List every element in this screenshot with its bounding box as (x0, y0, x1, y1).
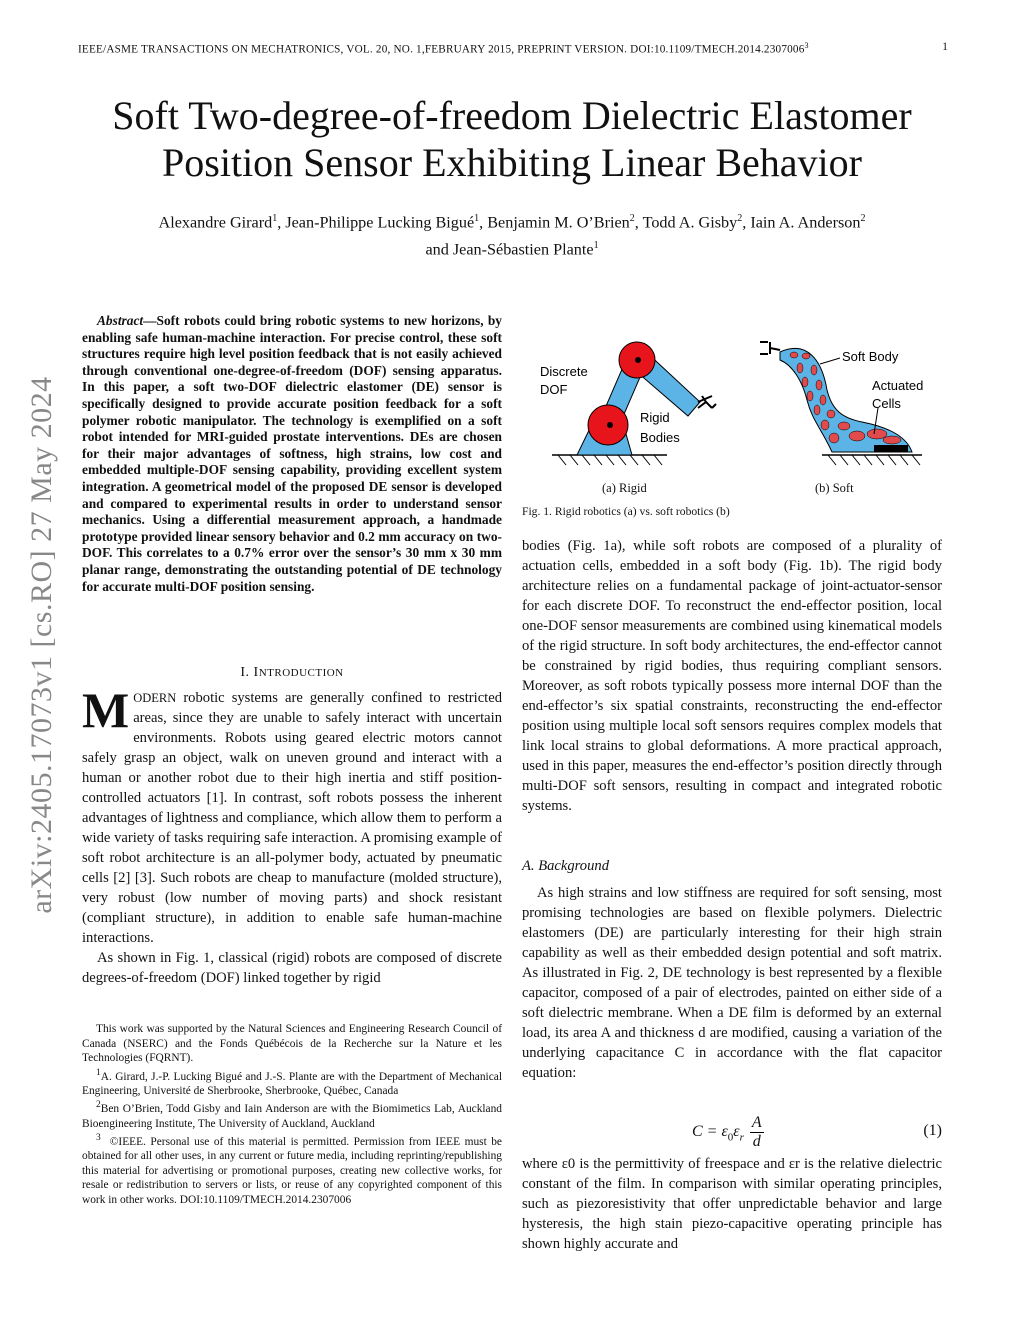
joint-2-pin (635, 357, 641, 363)
right-paragraph-3: where ε0 is the permittivity of freespace and εr is the relative dielectric constant of the film. In comparison with similar operating principles, such as piezoresistivity that offer unpredictable behavior and large hysteresis, the high stain piezo-capacitive operating principle has shown highly accurate and (522, 1156, 942, 1252)
author-name: Alexandre Girard (158, 213, 273, 232)
author-name: , Benjamin M. O’Brien (479, 213, 630, 232)
label-bodies: Bodies (640, 430, 680, 445)
arxiv-stamp (4, 345, 79, 945)
drop-cap: M (82, 682, 130, 738)
footnote-affil-1-text: A. Girard, J.-P. Lucking Bigué and J.-S. Plante are with the Department of Mechanical Engineering, Université de Sherbrooke, Sherbrooke, Québec, Canada (82, 1070, 502, 1097)
abstract (82, 313, 502, 595)
author-name: , Jean-Philippe Lucking Bigué (277, 213, 475, 232)
footnote-affil-1 (82, 1066, 502, 1099)
section-number: I. (240, 665, 254, 680)
eq-lhs: C = ε (692, 1123, 728, 1141)
footnote-mark: 3 (96, 1133, 101, 1144)
label-cells: Cells (872, 396, 901, 411)
right-paragraph-1: bodies (Fig. 1a), while soft robots are composed of a plurality of actuation cells, embedded in a soft body (Fig. 1b). The rigid body architecture relies on a fundamental package of joint-actuator-sensor for each discrete DOF. To reconstruct the end-effector position, local one-DOF sensor measurements are combined using kinematical models of the rigid structure. In soft body architectures, the end-effector cannot be constrained by rigid bodies, thus requiring compliant sensors. Moreover, as soft robots typically possess more internal DOF than the end-effector’s six spatial constraints, reconstructing the end-effector position using multiple local soft sensors requires complex models that link local strains to global deformations. A more practical approach, used in this paper, measures the end-effector’s position directly through multi-DOF soft sensors, resulting in compact and integrated robotic systems. (522, 538, 942, 814)
author-name: , Todd A. Gisby (634, 213, 738, 232)
rigid-robot-diagram (540, 342, 716, 465)
author-line-2 (60, 234, 964, 261)
footnote-copyright (82, 1131, 502, 1207)
paper-title (60, 92, 964, 186)
author-affil: 2 (737, 213, 743, 224)
ground-hatching (828, 455, 920, 465)
intro-paragraph-1: robotic systems are generally confined to restricted areas, since they are unable to safely interact with uncertain environments. Robots using geared electric motors cannot safely grasp an object, walk on uneven ground and interact with a human or another robot due to their high inertia and stiff position-controlled actuators [1]. In contrast, soft robots possess the inherent advantages of lightness and compliance, which allow them to perform a wide variety of tasks requiring safe interaction. A promising example of soft robot architecture is an all-polymer body, actuated by pneumatic cells [2] [3]. Such robots are cheap to manufacture (molded structure), very robust (low number of moving parts) and shock resistant (compliant structure), in addition to enable safe human-machine interactions. (82, 690, 502, 946)
author-affil: 2 (860, 213, 866, 224)
figure-1 (522, 330, 942, 495)
title-line-2: Position Sensor Exhibiting Linear Behavior (162, 140, 862, 185)
footnote-mark: 2 (96, 1100, 101, 1111)
footnote-affil-2-text: Ben O’Brien, Todd Gisby and Iain Anderson are with the Biomimetics Lab, Auckland Bioengineering Institute, The University of Auckland, Auckland (82, 1103, 502, 1130)
footnote-funding: This work was supported by the Natural Sciences and Engineering Research Council of Canada (NSERC) and the Fonds Québécois de la Recherche sur la Nature et les Technologies (FQRNT). (82, 1023, 502, 1064)
arxiv-stamp-text: arXiv:2405.17073v1 [cs.RO] 27 May 2024 (24, 376, 58, 914)
author-name: and Jean-Sébastien Plante (425, 240, 594, 259)
equation-number: (1) (923, 1122, 942, 1139)
eq-eps: ε (733, 1123, 740, 1141)
eq-denominator: d (752, 1133, 761, 1150)
title-line-1: Soft Two-degree-of-freedom Dielectric Elastomer (112, 93, 912, 138)
joint-1-pin (607, 422, 613, 428)
section-heading-introduction (82, 665, 502, 681)
running-header (78, 41, 948, 56)
abstract-label: Abstract (97, 313, 144, 328)
author-line-1 (60, 207, 964, 234)
footnote-mark: 1 (96, 1067, 101, 1078)
section-title-first: I (253, 665, 259, 680)
abstract-text: —Soft robots could bring robotic systems to new horizons, by enabling safe human-machine interaction. For precise control, these soft structures require high level position feedback that is not easily achieved through conventional one-degree-of-freedom (DOF) sensing apparatus. In this paper, a soft two-DOF dielectric elastomer (DE) sensor is specifically designed to provide accurate position feedback for a soft polymer robotic manipulator. The technology is exemplified on a soft robot intended for MRI-guided prostate interventions. DEs are chosen for their major advantages of softness, high strains, low cost and embedded multiple-DOF sensing capability, providing excellent system integration. A geometrical model of the proposed DE sensor is developed and compared to experimental results in order to understand sensor mechanics. Using a differential measurement approach, a handmade prototype provided linear sensory behavior and 0.2 mm accuracy on two-DOF. This correlates to a 0.7% error over the sensor’s 30 mm x 30 mm planar range, demonstrating the outstanding potential of DE technology for accurate multi-DOF position sensing. (82, 313, 502, 594)
eq-sub0: 0 (727, 1131, 734, 1144)
page-number: 1 (942, 41, 948, 53)
footnote-copyright-text: ©IEEE. Personal use of this material is permitted. Permission from IEEE must be obtained for all other uses, in any current or future media, including reprinting/republishing this material for advertising or promotional purposes, creating new collective works, for resale or redistribution to servers or lists, or reuse of any copyrighted component of this work in other works. DOI:10.1109/TMECH.2014.2307006 (82, 1135, 502, 1206)
label-actuated: Actuated (872, 378, 924, 393)
eq-numerator: A (751, 1114, 762, 1131)
intro-paragraph-2: As shown in Fig. 1, classical (rigid) robots are composed of discrete degrees-of-freedom (DOF) linked together by rigid (82, 950, 502, 986)
soft-base-plate (874, 445, 908, 452)
author-list (60, 207, 964, 262)
gripper-b (760, 342, 780, 354)
equation-body (692, 1114, 764, 1151)
figure-caption: Fig. 1. Rigid robotics (a) vs. soft robotics (b) (522, 505, 730, 518)
leader-soft-body (820, 358, 840, 364)
running-head-text: IEEE/ASME TRANSACTIONS ON MECHATRONICS, VOL. 20, NO. 1,FEBRUARY 2015, PREPRINT VERSION. DOI:10.1109/TMECH.2014.2307006 (78, 43, 805, 56)
author-affil: 1 (474, 213, 480, 224)
label-soft-body: Soft Body (842, 349, 899, 364)
footnote-affil-2 (82, 1098, 502, 1131)
subfigure-label-b: (b) Soft (815, 481, 854, 495)
ground-hatching (558, 455, 662, 465)
author-affil: 1 (272, 213, 278, 224)
author-affil: 1 (593, 240, 599, 252)
eq-subr: r (739, 1131, 744, 1144)
author-affil: 2 (629, 213, 635, 224)
running-head-sup: 3 (804, 41, 809, 50)
label-rigid: Rigid (640, 410, 670, 425)
author-name: , Iain A. Anderson (742, 213, 861, 232)
gripper-a (698, 396, 716, 408)
label-discrete: Discrete (540, 364, 588, 379)
section-title-rest: NTRODUCTION (258, 667, 344, 679)
subfigure-label-a: (a) Rigid (602, 481, 647, 495)
soft-robot-diagram (760, 342, 923, 465)
dropcap-rest: ODERN (133, 691, 177, 705)
label-dof: DOF (540, 382, 568, 397)
subsection-heading-background: A. Background (522, 858, 609, 874)
footnotes (82, 1022, 502, 1207)
eq-fraction (750, 1114, 764, 1151)
introduction-text (82, 682, 502, 988)
equation-1 (522, 1108, 942, 1154)
right-paragraph-2: As high strains and low stiffness are required for soft sensing, most promising technologies are based on flexible polymers. Dielectric elastomers (DE) are particularly interesting for their high strain capability as well as their embedded design potential and soft matrix. As illustrated in Fig. 2, DE technology is best represented by a flexible capacitor, composed of a pair of electrodes, painted on either side of a soft dielectric membrane. When a DE film is deformed by an external load, its area A and thickness d are modified, causing a variation of the underlying capacitance C in accordance with the flat capacitor equation: (522, 885, 942, 1081)
